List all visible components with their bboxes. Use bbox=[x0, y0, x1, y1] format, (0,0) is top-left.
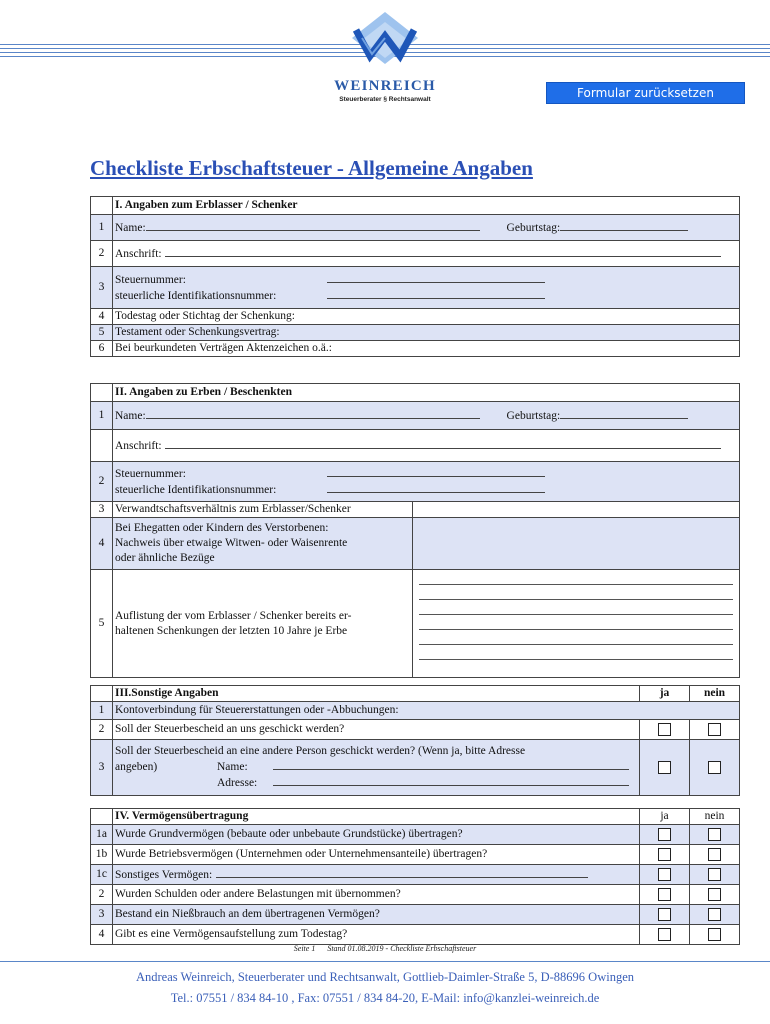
footer-address: Andreas Weinreich, Steuerberater und Rechtsanwalt, Gottlieb-Daimler-Straße 5, D-88696 Owingen bbox=[135, 970, 634, 984]
tax-id-field[interactable] bbox=[327, 482, 545, 493]
birthday-label: Geburtstag: bbox=[506, 221, 561, 234]
question-label: Gibt es eine Vermögensaufstellung zum Todestag? bbox=[113, 925, 640, 945]
no-checkbox[interactable] bbox=[708, 868, 721, 881]
address-field[interactable] bbox=[165, 438, 721, 449]
row-number: 1 bbox=[91, 402, 113, 430]
section-title: I. Angaben zum Erblasser / Schenker bbox=[113, 197, 740, 215]
tax-number-field[interactable] bbox=[327, 466, 545, 477]
no-column-header: nein bbox=[690, 686, 740, 702]
table-row bbox=[91, 825, 740, 845]
table-row bbox=[91, 925, 740, 945]
relationship-label: Verwandtschaftsverhältnis zum Erblasser/Schenker bbox=[113, 502, 413, 518]
question-label: Wurden Schulden oder andere Belastungen mit übernommen? bbox=[113, 885, 640, 905]
tax-id-label: steuerliche Identifikationsnummer: bbox=[115, 289, 277, 302]
pension-field[interactable] bbox=[413, 518, 740, 570]
testament-field[interactable]: Testament oder Schenkungsvertrag: bbox=[113, 325, 740, 341]
yes-checkbox[interactable] bbox=[658, 888, 671, 901]
logo-subtitle: Steuerberater § Rechtsanwalt bbox=[339, 96, 431, 103]
yes-column-header: ja bbox=[640, 809, 690, 825]
table-row bbox=[91, 402, 740, 430]
row-number: 4 bbox=[91, 309, 113, 325]
table-row bbox=[91, 267, 740, 309]
page-number: Seite 1 bbox=[293, 944, 316, 953]
no-checkbox[interactable] bbox=[708, 828, 721, 841]
address-label: Anschrift: bbox=[115, 439, 162, 452]
logo-name: WEINREICH bbox=[334, 78, 436, 94]
section-title: III.Sonstige Angaben bbox=[113, 686, 640, 702]
tax-id-field[interactable] bbox=[327, 288, 545, 299]
yes-checkbox[interactable] bbox=[658, 848, 671, 861]
death-date-field[interactable]: Todestag oder Stichtag der Schenkung: bbox=[113, 309, 740, 325]
name-label: Name: bbox=[115, 409, 146, 422]
company-logo bbox=[322, 8, 448, 108]
pension-label-line: Bei Ehegatten oder Kindern des Verstorbenen: bbox=[115, 522, 329, 534]
section-4-table bbox=[90, 808, 740, 945]
section-header bbox=[91, 197, 740, 215]
table-row bbox=[91, 502, 740, 518]
yes-checkbox[interactable] bbox=[658, 868, 671, 881]
row-number: 1c bbox=[91, 865, 113, 885]
row-number bbox=[91, 430, 113, 462]
section-header bbox=[91, 384, 740, 402]
question-label: Wurde Grundvermögen (bebaute oder unbebaute Grundstücke) übertragen? bbox=[113, 825, 640, 845]
name-label: Name: bbox=[115, 221, 146, 234]
row-number: 2 bbox=[91, 720, 113, 740]
file-number-field[interactable]: Bei beurkundeten Verträgen Aktenzeichen o.ä.: bbox=[113, 341, 740, 357]
tax-number-label: Steuernummer: bbox=[115, 273, 186, 286]
yes-column-header: ja bbox=[640, 686, 690, 702]
no-checkbox[interactable] bbox=[708, 723, 721, 736]
table-row bbox=[91, 720, 740, 740]
table-row bbox=[91, 241, 740, 267]
section-title: IV. Vermögensübertragung bbox=[113, 809, 640, 825]
address-field[interactable] bbox=[165, 246, 721, 257]
row-number: 3 bbox=[91, 267, 113, 309]
gifts-label-line: Auflistung der vom Erblasser / Schenker bereits er- bbox=[115, 609, 352, 622]
table-row bbox=[91, 885, 740, 905]
name-field[interactable] bbox=[146, 408, 480, 419]
section-header bbox=[91, 809, 740, 825]
yes-checkbox[interactable] bbox=[658, 928, 671, 941]
row-number: 1b bbox=[91, 845, 113, 865]
address-label: Anschrift: bbox=[115, 247, 162, 260]
table-row bbox=[91, 341, 740, 357]
section-2-table bbox=[90, 383, 740, 678]
name-field[interactable] bbox=[146, 220, 480, 231]
row-number: 5 bbox=[91, 325, 113, 341]
table-row bbox=[91, 702, 740, 720]
table-row bbox=[91, 462, 740, 502]
yes-checkbox[interactable] bbox=[658, 908, 671, 921]
table-row bbox=[91, 309, 740, 325]
tax-number-field[interactable] bbox=[327, 272, 545, 283]
no-checkbox[interactable] bbox=[708, 848, 721, 861]
other-assets-field[interactable] bbox=[216, 867, 588, 878]
row-number: 5 bbox=[91, 570, 113, 678]
table-row bbox=[91, 518, 740, 570]
row-number: 1a bbox=[91, 825, 113, 845]
footer-divider bbox=[0, 961, 770, 962]
row-number: 4 bbox=[91, 518, 113, 570]
question-label: Soll der Steuerbescheid an eine andere Person geschickt werden? (Wenn ja, bitte Adresse bbox=[115, 745, 526, 757]
row-number: 3 bbox=[91, 740, 113, 796]
table-row bbox=[91, 845, 740, 865]
gifts-label-line: haltenen Schenkungen der letzten 10 Jahre je Erbe bbox=[115, 624, 348, 637]
question-label: Soll der Steuerbescheid an uns geschickt werden? bbox=[113, 720, 640, 740]
logo-w-icon bbox=[322, 8, 448, 78]
birthday-label: Geburtstag: bbox=[506, 409, 561, 422]
section-1-table bbox=[90, 196, 740, 357]
pension-label-line: oder ähnliche Bezüge bbox=[115, 552, 215, 564]
table-row bbox=[91, 865, 740, 885]
row-number: 4 bbox=[91, 925, 113, 945]
stand-date: Stand 01.08.2019 - Checkliste Erbschaftsteuer bbox=[327, 944, 477, 953]
table-row bbox=[91, 740, 740, 796]
table-row bbox=[91, 215, 740, 241]
tax-number-label: Steuernummer: bbox=[115, 467, 186, 480]
section-header bbox=[91, 686, 740, 702]
row-number: 1 bbox=[91, 702, 113, 720]
row-number: 2 bbox=[91, 462, 113, 502]
question-label: Wurde Betriebsvermögen (Unternehmen oder Unternehmensanteile) übertragen? bbox=[113, 845, 640, 865]
bank-account-field[interactable]: Kontoverbindung für Steuererstattungen oder -Abbuchungen: bbox=[113, 702, 740, 720]
recipient-address-field[interactable] bbox=[273, 775, 629, 786]
recipient-name-field[interactable] bbox=[273, 759, 629, 770]
recipient-address-label: Adresse: bbox=[217, 777, 258, 789]
row-number: 3 bbox=[91, 905, 113, 925]
row-number: 1 bbox=[91, 215, 113, 241]
table-row bbox=[91, 430, 740, 462]
row-number: 2 bbox=[91, 885, 113, 905]
no-checkbox[interactable] bbox=[708, 928, 721, 941]
no-checkbox[interactable] bbox=[708, 908, 721, 921]
gifts-field[interactable] bbox=[413, 570, 740, 678]
page-footnote bbox=[0, 944, 770, 953]
row-number: 2 bbox=[91, 241, 113, 267]
question-label: Bestand ein Nießbrauch an dem übertragenen Vermögen? bbox=[113, 905, 640, 925]
no-checkbox[interactable] bbox=[708, 888, 721, 901]
yes-checkbox[interactable] bbox=[658, 723, 671, 736]
row-number: 6 bbox=[91, 341, 113, 357]
table-row bbox=[91, 570, 740, 678]
page-title: Checkliste Erbschaftsteuer - Allgemeine Angaben bbox=[90, 156, 533, 180]
birthday-field[interactable] bbox=[560, 408, 688, 419]
relationship-field[interactable] bbox=[413, 502, 740, 518]
no-column-header: nein bbox=[690, 809, 740, 825]
footer-contact: Tel.: 07551 / 834 84-10 , Fax: 07551 / 834 84-20, E-Mail: info@kanzlei-weinreich.de bbox=[170, 991, 600, 1005]
question-label-cont: angeben) bbox=[115, 761, 158, 773]
table-row bbox=[91, 905, 740, 925]
other-assets-label: Sonstiges Vermögen: bbox=[115, 868, 213, 881]
pension-label-line: Nachweis über etwaige Witwen- oder Waisenrente bbox=[115, 537, 348, 549]
section-3-table bbox=[90, 685, 740, 796]
birthday-field[interactable] bbox=[560, 220, 688, 231]
yes-checkbox[interactable] bbox=[658, 828, 671, 841]
recipient-name-label: Name: bbox=[217, 761, 248, 773]
yes-checkbox[interactable] bbox=[658, 761, 671, 774]
no-checkbox[interactable] bbox=[708, 761, 721, 774]
table-row bbox=[91, 325, 740, 341]
row-number: 3 bbox=[91, 502, 113, 518]
section-title: II. Angaben zu Erben / Beschenkten bbox=[113, 384, 740, 402]
reset-form-button[interactable]: Formular zurücksetzen bbox=[546, 82, 745, 104]
tax-id-label: steuerliche Identifikationsnummer: bbox=[115, 483, 277, 496]
